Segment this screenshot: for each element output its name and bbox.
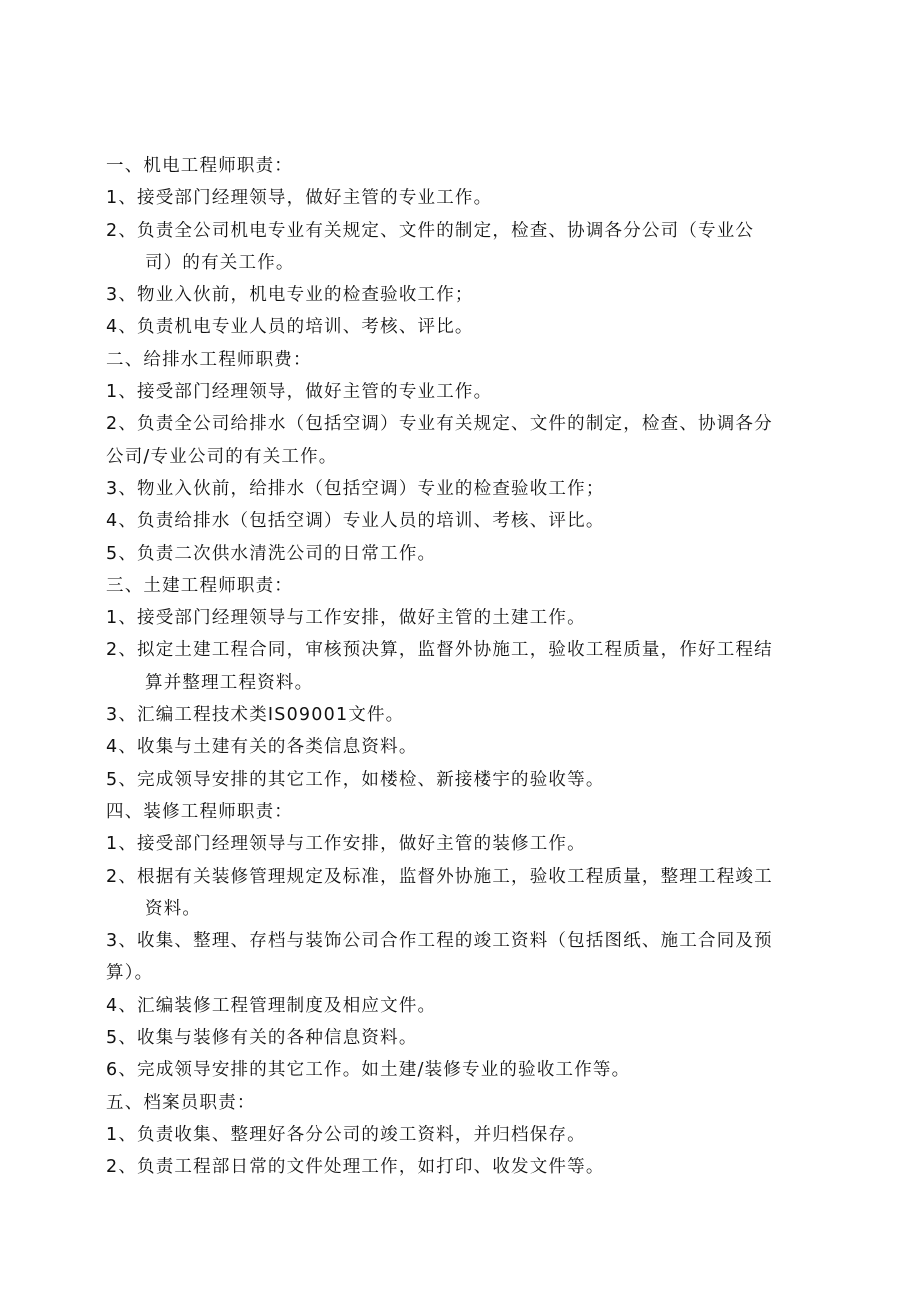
- list-item: 3、汇编工程技术类IS09001文件。: [106, 705, 405, 726]
- list-item: 5、负责二次供水清洗公司的日常工作。: [106, 543, 437, 564]
- list-item-continuation: 算）。: [106, 963, 154, 984]
- list-item: 4、负责机电专业人员的培训、考核、评比。: [106, 317, 474, 338]
- list-item: 5、完成领导安排的其它工作，如楼检、新接楼宇的验收等。: [106, 769, 605, 790]
- list-item: 2、根据有关装修管理规定及标准，监督外协施工，验收工程质量，整理工程竣工: [106, 866, 773, 887]
- list-item: 3、收集、整理、存档与装饰公司合作工程的竣工资料（包括图纸、施工合同及预: [106, 931, 773, 952]
- list-item-continuation: 资料。: [145, 898, 202, 919]
- list-item: 1、负责收集、整理好各分公司的竣工资料，并归档保存。: [106, 1124, 586, 1145]
- list-item: 2、负责全公司给排水（包括空调）专业有关规定、文件的制定，检查、协调各分: [106, 414, 773, 435]
- list-item-continuation: 司）的有关工作。: [145, 252, 295, 273]
- list-item: 1、接受部门经理领导与工作安排，做好主管的装修工作。: [106, 834, 586, 855]
- list-item: 1、接受部门经理领导，做好主管的专业工作。: [106, 382, 493, 403]
- list-item: 2、拟定土建工程合同，审核预决算，监督外协施工，验收工程质量，作好工程结: [106, 640, 773, 661]
- list-item-continuation: 算并整理工程资料。: [145, 672, 314, 693]
- list-item: 1、接受部门经理领导与工作安排，做好主管的土建工作。: [106, 608, 586, 629]
- list-item: 2、负责工程部日常的文件处理工作，如打印、收发文件等。: [106, 1157, 605, 1178]
- document-body: [0, 150, 920, 1184]
- list-item: 5、收集与装修有关的各种信息资料。: [106, 1028, 418, 1049]
- list-item: 2、负责全公司机电专业有关规定、文件的制定，检查、协调各分公司（专业公: [106, 220, 755, 241]
- section-heading: 二、给排水工程师职费：: [106, 349, 312, 370]
- list-item: 4、负责给排水（包括空调）专业人员的培训、考核、评比。: [106, 511, 605, 532]
- section-heading: 三、土建工程师职责：: [106, 575, 293, 596]
- list-item: 3、物业入伙前，给排水（包括空调）专业的检查验收工作；: [106, 478, 605, 499]
- list-item-continuation: 公司/专业公司的有关工作。: [106, 446, 338, 467]
- list-item: 3、物业入伙前，机电专业的检查验收工作；: [106, 285, 474, 306]
- list-item: 1、接受部门经理领导，做好主管的专业工作。: [106, 188, 493, 209]
- section-heading: 四、装修工程师职责：: [106, 801, 293, 822]
- list-item: 4、收集与土建有关的各类信息资料。: [106, 737, 418, 758]
- section-heading: 五、档案员职责：: [106, 1092, 256, 1113]
- list-item: 4、汇编装修工程管理制度及相应文件。: [106, 995, 437, 1016]
- list-item: 6、完成领导安排的其它工作。如土建/装修专业的验收工作等。: [106, 1060, 631, 1081]
- section-heading: 一、机电工程师职责：: [106, 156, 293, 176]
